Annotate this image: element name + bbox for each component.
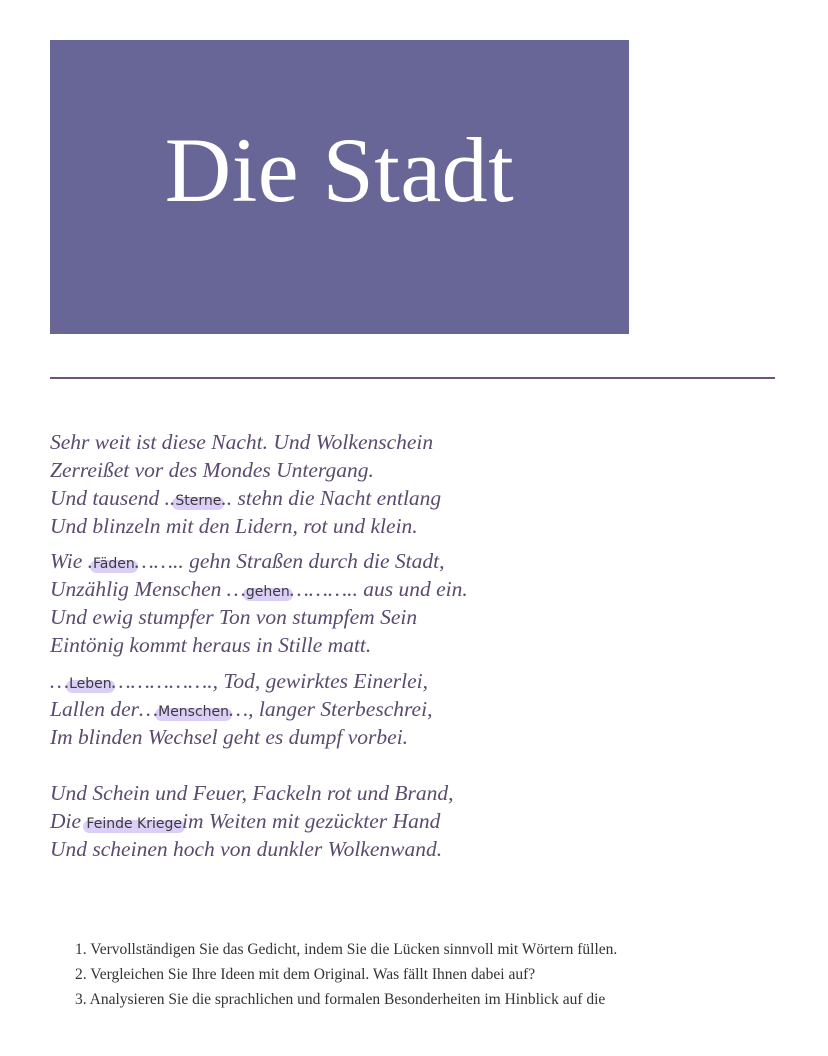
poem-line: Und Schein und Feuer, Fackeln rot und Brand, [50, 781, 454, 805]
poem-line [50, 549, 444, 574]
line-text: … [50, 669, 70, 693]
line-text: ……………., Tod, gewirktes Einerlei, [111, 669, 429, 693]
line-text: Unzählig Menschen … [50, 577, 246, 601]
poem-line: Und scheinen hoch von dunkler Wolkenwand. [50, 837, 443, 861]
poem-line [50, 697, 432, 722]
poem-line [50, 809, 440, 834]
poem-line: Eintönig kommt heraus in Stille matt. [50, 633, 372, 657]
page-title: Die Stadt [164, 119, 515, 221]
line-text: im Weiten mit gezückter Hand [181, 809, 441, 833]
line-text: Lallen der… [50, 697, 159, 721]
line-text: .. stehn die Nacht entlang [221, 486, 442, 510]
line-text: Wie . [50, 549, 93, 573]
poem-line: Und blinzeln mit den Lidern, rot und klein. [50, 514, 418, 538]
poem-line [50, 669, 428, 694]
task-item: 2. Vergleichen Sie Ihre Ideen mit dem Original. Was fällt Ihnen dabei auf? [75, 966, 536, 983]
handwritten-answer: gehen [245, 584, 290, 600]
line-text: …….. gehn Straßen durch die Stadt, [134, 549, 445, 573]
line-text: Die [50, 809, 87, 833]
title-banner [50, 40, 629, 334]
divider-line [50, 377, 775, 379]
poem-line: Sehr weit ist diese Nacht. Und Wolkenschein [50, 430, 434, 454]
task-item: 1. Vervollständigen Sie das Gedicht, indem Sie die Lücken sinnvoll mit Wörtern füllen. [75, 941, 618, 958]
line-text: ……….. aus und ein. [289, 577, 468, 601]
line-text: …, langer Sterbeschrei, [229, 697, 433, 721]
poem-line: Zerreißet vor des Mondes Untergang. [50, 458, 374, 482]
handwritten-answer: Menschen [158, 704, 230, 720]
poem-line: Im blinden Wechsel geht es dumpf vorbei. [50, 725, 409, 749]
poem-line: Und ewig stumpfer Ton von stumpfem Sein [50, 605, 418, 629]
handwritten-answer: Feinde Kriege [86, 816, 182, 832]
task-item: 3. Analysieren Sie die sprachlichen und formalen Besonderheiten im Hinblick auf die [75, 991, 606, 1008]
handwritten-answer: Leben [69, 676, 112, 692]
poem-line [50, 577, 468, 602]
line-text: Und tausend .. [50, 486, 176, 510]
poem-line [50, 486, 441, 511]
handwritten-answer: Sterne [175, 493, 222, 509]
handwritten-answer: Fäden [93, 556, 135, 572]
